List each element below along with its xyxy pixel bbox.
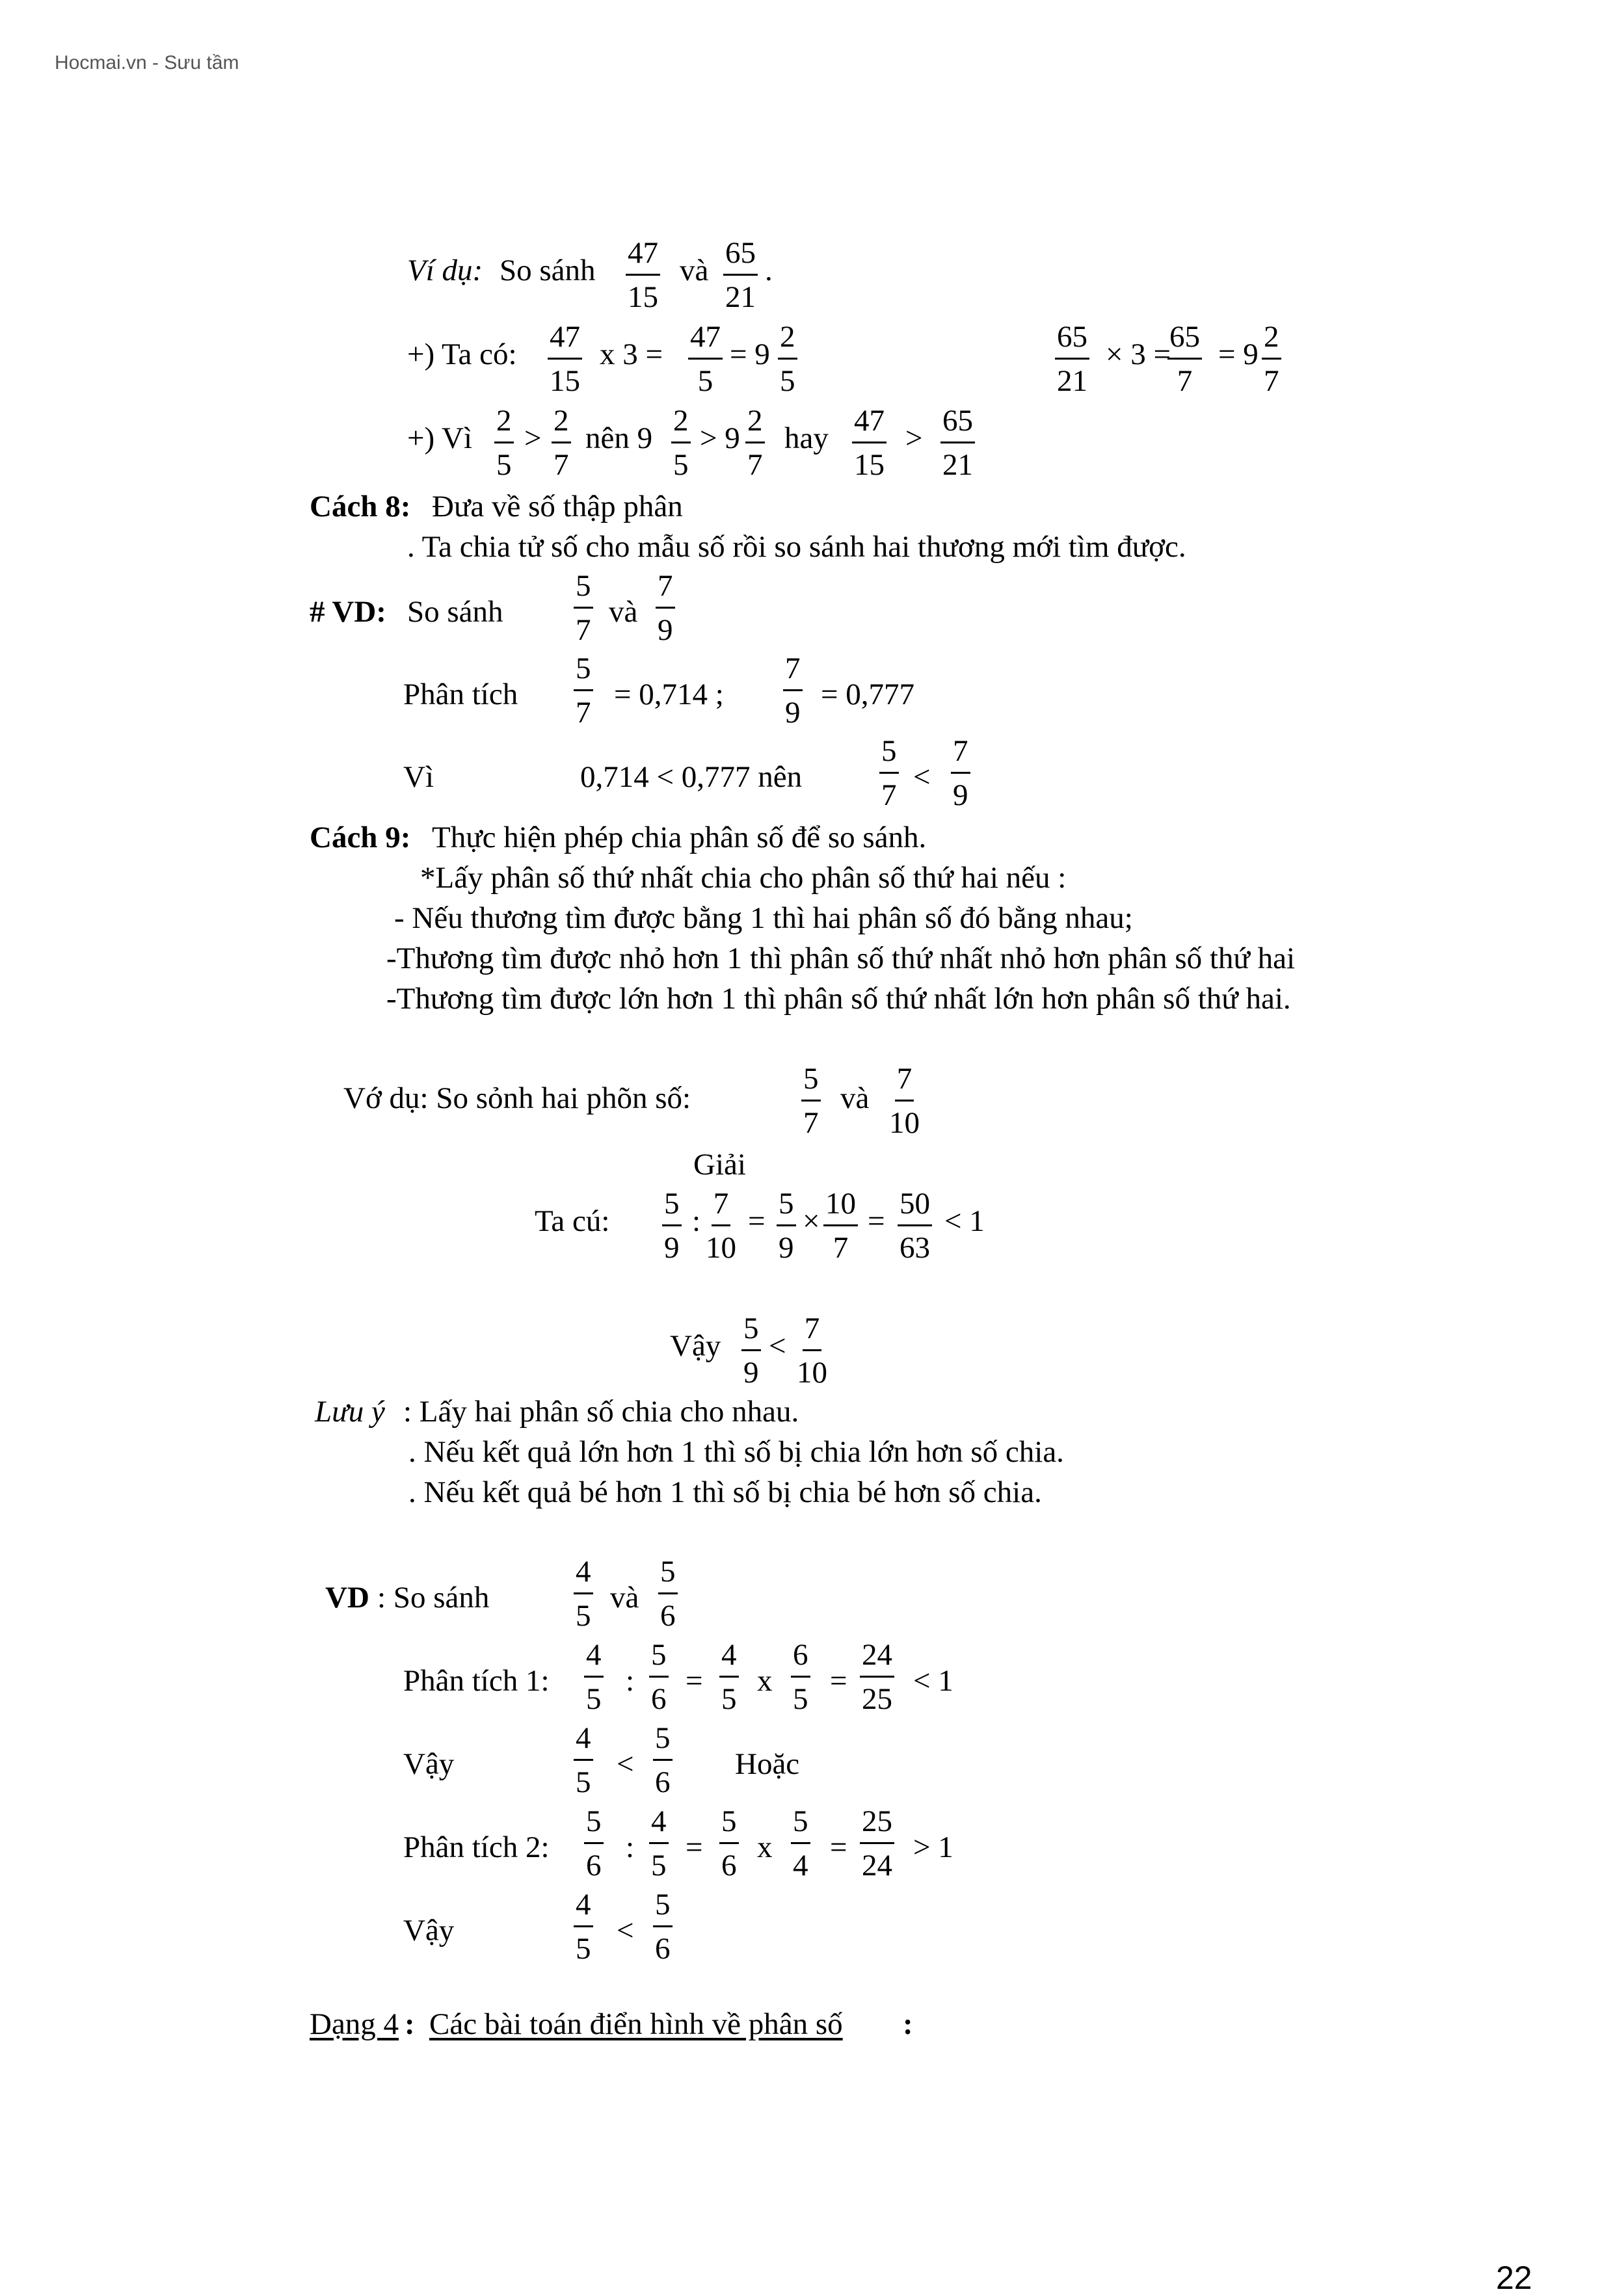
method-title: Cách 9: bbox=[310, 821, 411, 854]
operator: > bbox=[524, 421, 542, 455]
example-text: : So sánh bbox=[377, 1581, 490, 1615]
example-label: # VD: bbox=[310, 595, 386, 629]
operator: x 3 = bbox=[600, 337, 663, 371]
conclusion-label: Vậy bbox=[403, 1914, 455, 1947]
fraction: $\frac{2}{7}$ bbox=[745, 406, 765, 481]
fraction: $\frac{5}{9}$ bbox=[777, 1189, 796, 1263]
operator: : bbox=[626, 1830, 635, 1864]
operator: < 1 bbox=[913, 1664, 953, 1698]
operator: > 1 bbox=[913, 1830, 953, 1864]
operator: x bbox=[757, 1664, 773, 1698]
solution-heading: Giải bbox=[693, 1148, 746, 1181]
note-label: Lưu ý bbox=[315, 1395, 385, 1429]
fraction: $\frac{4}{5}$ bbox=[574, 1557, 593, 1631]
fraction: $\frac{24}{25}$ bbox=[860, 1640, 894, 1715]
fraction: $\frac{2}{7}$ bbox=[552, 406, 571, 481]
method-title-text: Thực hiện phép chia phân số để so sánh. bbox=[432, 821, 927, 854]
rule-line: *Lấy phân số thứ nhất chia cho phân số thứ hai nếu : bbox=[420, 861, 1067, 895]
fraction: $\frac{2}{7}$ bbox=[1262, 322, 1281, 397]
fraction: $\frac{50}{63}$ bbox=[898, 1189, 932, 1263]
fraction: $\frac{5}{7}$ bbox=[801, 1064, 821, 1139]
page-number: 22 bbox=[1496, 2260, 1532, 2296]
period: . bbox=[765, 254, 773, 287]
fraction: $\frac{6}{5}$ bbox=[791, 1640, 810, 1715]
note-line: . Nếu kết quả bé hơn 1 thì số bị chia bé hơn số chia. bbox=[408, 1475, 1042, 1509]
rule-line: -Thương tìm được lớn hơn 1 thì phân số thứ nhất lớn hơn phân số thứ hai. bbox=[386, 982, 1291, 1016]
fraction: $\frac{5}{6}$ bbox=[653, 1723, 673, 1798]
example-text: So sánh bbox=[500, 254, 596, 287]
alternative-label: Hoặc bbox=[735, 1747, 800, 1781]
fraction: $\frac{4}{5}$ bbox=[719, 1640, 739, 1715]
line-prefix: +) Vì bbox=[407, 421, 473, 455]
operator: = bbox=[830, 1830, 847, 1864]
fraction: $\frac{7}{9}$ bbox=[783, 653, 803, 728]
section-colon: : bbox=[903, 2007, 913, 2041]
comparison-text: 0,714 < 0,777 nên bbox=[580, 760, 803, 794]
fraction: $\frac{7}{10}$ bbox=[706, 1187, 736, 1265]
operator: < 1 bbox=[944, 1204, 985, 1238]
conjunction: và bbox=[840, 1081, 870, 1115]
operator: = bbox=[868, 1204, 885, 1238]
conjunction: và bbox=[680, 254, 709, 287]
conclusion-label: Vậy bbox=[403, 1747, 455, 1781]
operator: > 9 bbox=[700, 421, 740, 455]
section-label: Dạng 4 bbox=[310, 2007, 399, 2041]
rule-line: -Thương tìm được nhỏ hơn 1 thì phân số thứ nhất nhỏ hơn phân số thứ hai bbox=[386, 942, 1296, 975]
method-title-text: Đưa về số thập phân bbox=[432, 490, 683, 523]
fraction: $\frac{47}{15}$ bbox=[852, 406, 886, 481]
example-label: VD bbox=[325, 1581, 369, 1615]
fraction: $\frac{5}{7}$ bbox=[574, 571, 593, 646]
note-text: : Lấy hai phân số chia cho nhau. bbox=[403, 1395, 799, 1429]
operator: = 9 bbox=[730, 337, 770, 371]
fraction: $\frac{4}{5}$ bbox=[574, 1723, 593, 1798]
fraction: $\frac{5}{7}$ bbox=[879, 736, 899, 811]
method-title: Cách 8: bbox=[310, 490, 411, 523]
operator: : bbox=[692, 1204, 701, 1238]
fraction: $\frac{5}{6}$ bbox=[719, 1806, 739, 1881]
decimal-value: = 0,714 ; bbox=[614, 678, 724, 711]
operator: = 9 bbox=[1218, 337, 1259, 371]
operator: × bbox=[803, 1204, 820, 1238]
conjunction: nên 9 bbox=[585, 421, 653, 455]
fraction: $\frac{5}{6}$ bbox=[658, 1557, 678, 1631]
analysis-label: Phân tích 1: bbox=[403, 1664, 550, 1698]
fraction: $\frac{2}{5}$ bbox=[778, 322, 797, 397]
conjunction: và bbox=[610, 1581, 639, 1615]
section-colon: : bbox=[405, 2007, 415, 2041]
fraction: $\frac{25}{24}$ bbox=[860, 1806, 894, 1881]
operator: > bbox=[905, 421, 923, 455]
operator: < bbox=[913, 760, 931, 794]
example-label: Ví dụ: bbox=[407, 254, 483, 287]
fraction: $\frac{7}{9}$ bbox=[951, 736, 970, 811]
line-prefix: +) Ta có: bbox=[407, 337, 517, 371]
conjunction: hay bbox=[784, 421, 829, 455]
method-description: . Ta chia tử số cho mẫu số rồi so sánh hai thương mới tìm được. bbox=[407, 530, 1186, 564]
fraction: $\frac{4}{5}$ bbox=[649, 1806, 669, 1881]
fraction: $\frac{4}{5}$ bbox=[584, 1640, 604, 1715]
solution-label: Ta cú: bbox=[535, 1204, 610, 1238]
operator: = bbox=[686, 1830, 703, 1864]
fraction: $\frac{7}{10}$ bbox=[797, 1312, 827, 1390]
source-header: Hocmai.vn - Sưu tầm bbox=[55, 52, 239, 73]
conclusion-label: Vậy bbox=[670, 1329, 721, 1363]
decimal-value: = 0,777 bbox=[821, 678, 915, 711]
analysis-label: Phân tích 2: bbox=[403, 1830, 550, 1864]
example-text: So sánh bbox=[407, 595, 503, 629]
operator: x bbox=[757, 1830, 773, 1864]
fraction: $\frac{4}{5}$ bbox=[574, 1890, 593, 1964]
reason-label: Vì bbox=[403, 760, 434, 794]
note-line: . Nếu kết quả lớn hơn 1 thì số bị chia lớn hơn số chia. bbox=[408, 1435, 1064, 1469]
fraction: $\frac{2}{5}$ bbox=[494, 406, 514, 481]
operator: < bbox=[617, 1914, 634, 1947]
operator: = bbox=[748, 1204, 766, 1238]
fraction: $\frac{7}{10}$ bbox=[889, 1062, 920, 1140]
fraction: $\frac{5}{6}$ bbox=[584, 1806, 604, 1881]
fraction: $\frac{5}{7}$ bbox=[574, 653, 593, 728]
fraction: $\frac{47}{15}$ bbox=[626, 238, 660, 313]
operator: < bbox=[617, 1747, 634, 1781]
operator: : bbox=[626, 1664, 635, 1698]
fraction: $\frac{47}{5}$ bbox=[688, 322, 723, 397]
operator: × 3 = bbox=[1106, 337, 1171, 371]
operator: = bbox=[686, 1664, 703, 1698]
fraction: $\frac{65}{21}$ bbox=[1055, 322, 1089, 397]
fraction: $\frac{10}{7}$ bbox=[823, 1189, 858, 1263]
analysis-label: Phân tích bbox=[403, 678, 518, 711]
rule-line: - Nếu thương tìm được bằng 1 thì hai phân số đó bằng nhau; bbox=[394, 901, 1133, 935]
fraction: $\frac{5}{6}$ bbox=[653, 1890, 673, 1964]
fraction: $\frac{65}{21}$ bbox=[723, 238, 758, 313]
section-title: Các bài toán điển hình về phân số bbox=[429, 2007, 843, 2041]
fraction: $\frac{5}{6}$ bbox=[649, 1640, 669, 1715]
conjunction: và bbox=[609, 595, 638, 629]
fraction: $\frac{65}{21}$ bbox=[940, 406, 975, 481]
operator: = bbox=[830, 1664, 847, 1698]
fraction: $\frac{5}{4}$ bbox=[791, 1806, 810, 1881]
fraction: $\frac{65}{7}$ bbox=[1167, 322, 1202, 397]
fraction: $\frac{47}{15}$ bbox=[548, 322, 582, 397]
fraction: $\frac{7}{9}$ bbox=[656, 571, 675, 646]
fraction: $\frac{5}{9}$ bbox=[662, 1189, 682, 1263]
operator: < bbox=[769, 1329, 786, 1363]
fraction: $\frac{5}{9}$ bbox=[741, 1313, 761, 1388]
fraction: $\frac{2}{5}$ bbox=[671, 406, 691, 481]
example-intro: Vớ dụ: So sỏnh hai phõn số: bbox=[343, 1081, 691, 1115]
